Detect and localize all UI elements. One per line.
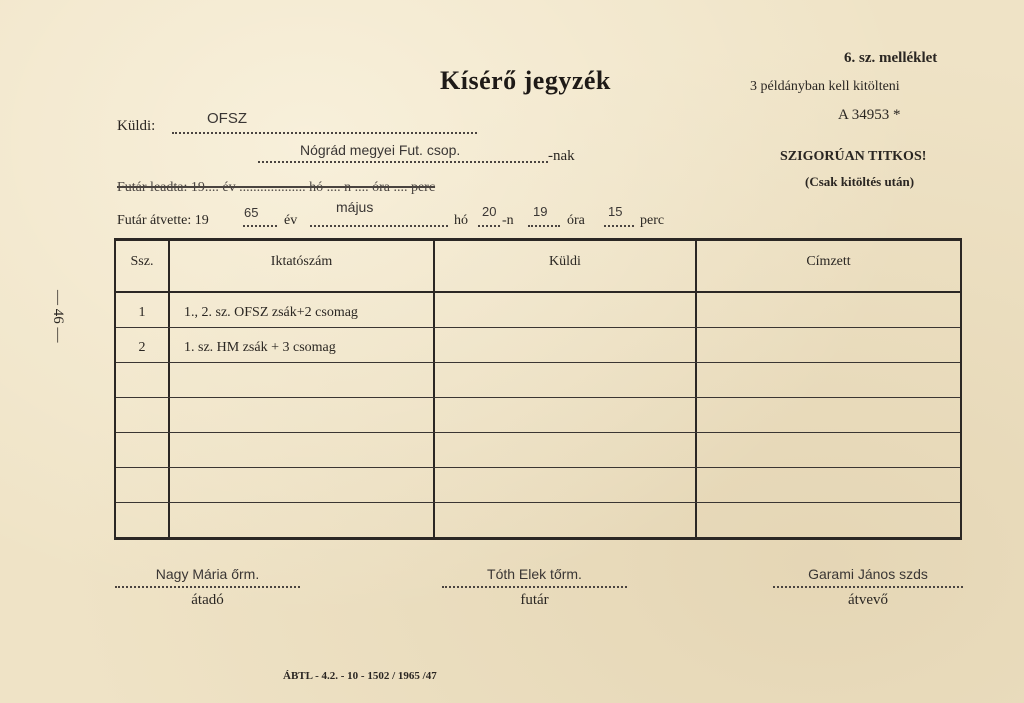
received-ho: hó <box>454 213 468 228</box>
addressee-value: Nógrád megyei Fut. csop. <box>300 142 461 158</box>
signature-role-atvevo: átvevő <box>848 592 888 608</box>
received-month: május <box>336 199 374 215</box>
row-rule <box>116 362 960 363</box>
received-year: 65 <box>244 205 259 220</box>
row-rule <box>116 397 960 398</box>
copies-note: 3 példányban kell kitölteni <box>750 79 900 94</box>
signature-role-futar: futár <box>520 592 549 608</box>
column-header-ssz: Ssz. <box>130 254 154 269</box>
serial-number: A 34953 * <box>838 107 901 123</box>
month-dots <box>310 225 448 227</box>
col-divider <box>695 241 697 537</box>
column-header-iktatoszam: Iktatószám <box>270 254 333 269</box>
year-dots <box>243 225 277 227</box>
courier-received-prefix: Futár átvette: 19 <box>117 213 209 228</box>
document-title: Kísérő jegyzék <box>440 66 611 95</box>
addressee-dotted-line <box>258 161 548 163</box>
row-2-reference: 1. sz. HM zsák + 3 csomag <box>184 340 336 355</box>
secret-stamp: SZIGORÚAN TITKOS! <box>780 149 927 164</box>
received-day: 20 <box>482 204 497 219</box>
secret-note: (Csak kitöltés után) <box>805 174 915 189</box>
received-perc: perc <box>640 213 665 228</box>
col-divider <box>433 241 435 537</box>
received-ev: év <box>284 213 298 228</box>
header-rule <box>116 291 960 293</box>
sender-dotted-line <box>172 132 477 134</box>
received-hour: 19 <box>533 204 548 219</box>
signature-name-atvevo: Garami János szds <box>808 566 928 582</box>
margin-page-number: — 46 — <box>50 290 66 343</box>
hour-dots <box>528 225 560 227</box>
annex-label: 6. sz. melléklet <box>844 50 938 66</box>
row-rule <box>116 467 960 468</box>
column-header-kuldi: Küldi <box>549 254 581 269</box>
received-minute: 15 <box>608 204 623 219</box>
sender-value: OFSZ <box>207 110 247 127</box>
signature-name-atado: Nagy Mária őrm. <box>155 566 260 582</box>
items-table <box>114 238 962 540</box>
received-ora: óra <box>567 213 585 228</box>
day-dots <box>478 225 500 227</box>
row-rule <box>116 432 960 433</box>
row-1-number: 1 <box>138 305 146 320</box>
signature-line-atado <box>115 586 300 588</box>
addressee-suffix: -nak <box>548 148 575 164</box>
signature-name-futar: Tóth Elek tőrm. <box>487 566 582 582</box>
courier-handed-line: Futár leadta: 19.... év ................... hó .... n .... óra .... perc <box>117 180 436 195</box>
row-2-number: 2 <box>138 340 146 355</box>
row-rule <box>116 327 960 328</box>
column-header-cimzett: Címzett <box>806 254 851 269</box>
signature-line-futar <box>442 586 627 588</box>
signature-role-atado: átadó <box>191 592 224 608</box>
archive-reference: ÁBTL - 4.2. - 10 - 1502 / 1965 /47 <box>283 670 437 682</box>
received-n: -n <box>502 213 514 228</box>
row-1-reference: 1., 2. sz. OFSZ zsák+2 csomag <box>184 305 358 320</box>
minute-dots <box>604 225 634 227</box>
col-divider <box>168 241 170 537</box>
sender-label: Küldi: <box>117 118 156 134</box>
row-rule <box>116 502 960 503</box>
signature-line-atvevo <box>773 586 963 588</box>
